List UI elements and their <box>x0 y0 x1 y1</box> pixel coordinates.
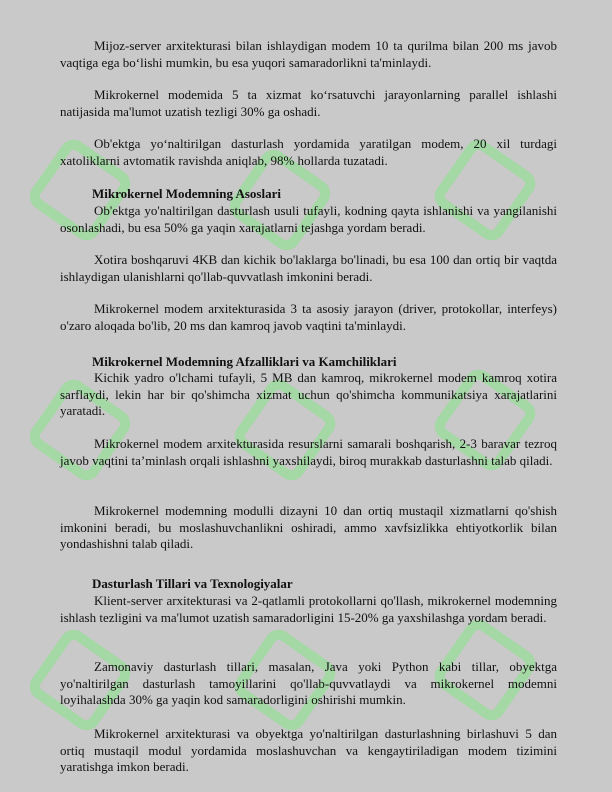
section-heading: Dasturlash Tillari va Texnologiyalar <box>92 576 293 591</box>
paragraph: Mikrokernel arxitekturasi va obyektga yo'naltirilgan dasturlashning birlashuvi 5 dan ortiq mustaqil modul yordamida moslashuvchan va kengaytiriladigan modem tizimini yaratishga imkon beradi. <box>60 726 557 774</box>
paragraph: Mikrokernel modemida 5 ta xizmat ko‘rsatuvchi jarayonlarning parallel ishlashi natijasida ma'lumot uzatish tezligi 30% ga oshadi. <box>60 87 557 119</box>
paragraph: Klient-server arxitekturasi va 2-qatlamli protokollarni qo'llash, mikrokernel modemning ishlash tezligini va ma'lumot uzatish samaradorligini 15-20% ga yaxshilashga yordam beradi. <box>60 593 557 625</box>
paragraph: Mijoz-server arxitekturasi bilan ishlaydigan modem 10 ta qurilma bilan 200 ms javob vaqtiga ega bo‘lishi mumkin, bu esa yuqori samaradorlikni ta'minlaydi. <box>60 38 557 70</box>
paragraph: Zamonaviy dasturlash tillari, masalan, Java yoki Python kabi tillar, obyektga yo'naltirilgan dasturlash tamoyillarini qo'llab-quvvatlaydi va mikrokernel modemni loyihalashda 30% ga yaqin kod samaradorligini oshirishi mumkin. <box>60 659 557 707</box>
paragraph: Mikrokernel modem arxitekturasida resurslarni samarali boshqarish, 2-3 baravar tezroq javob vaqtini ta’minlash orqali ishlashni yaxshilaydi, biroq murakkab dasturlashni talab qiladi. <box>60 436 557 468</box>
section-heading: Mikrokernel Modemning Afzalliklari va Kamchiliklari <box>92 354 397 369</box>
paragraph: Kichik yadro o'lchami tufayli, 5 MB dan kamroq, mikrokernel modem kamroq xotira sarflaydi, lekin har bir qo'shimcha xizmat uchun qo'shimcha kommunikatsiya xarajatlarini yaratadi. <box>60 370 557 418</box>
paragraph: Mikrokernel modemning modulli dizayni 10 dan ortiq mustaqil xizmatlarni qo'shish imkonini beradi, bu moslashuvchanlikni oshiradi, ammo xavfsizlikka ehtiyotkorlik bilan yondashishni talab qiladi. <box>60 503 557 551</box>
paragraph: Ob'ektga yo‘naltirilgan dasturlash yordamida yaratilgan modem, 20 xil turdagi xatoliklarni avtomatik ravishda aniqlab, 98% hollarda tuzatadi. <box>60 136 557 168</box>
paragraph: Mikrokernel modem arxitekturasida 3 ta asosiy jarayon (driver, protokollar, interfeys) o'zaro aloqada bo'lib, 20 ms dan kamroq javob vaqtini ta'minlaydi. <box>60 301 557 333</box>
paragraph: Ob'ektga yo'naltirilgan dasturlash usuli tufayli, kodning qayta ishlanishi va yangilanishi osonlashadi, bu esa 50% ga yaqin xarajatlarni tejashga yordam beradi. <box>60 203 557 235</box>
paragraph: Xotira boshqaruvi 4KB dan kichik bo'laklarga bo'linadi, bu esa 100 dan ortiq bir vaqtda ishlaydigan ulanishlarni qo'llab-quvvatlash imkonini beradi. <box>60 252 557 284</box>
section-heading: Mikrokernel Modemning Asoslari <box>92 186 281 201</box>
